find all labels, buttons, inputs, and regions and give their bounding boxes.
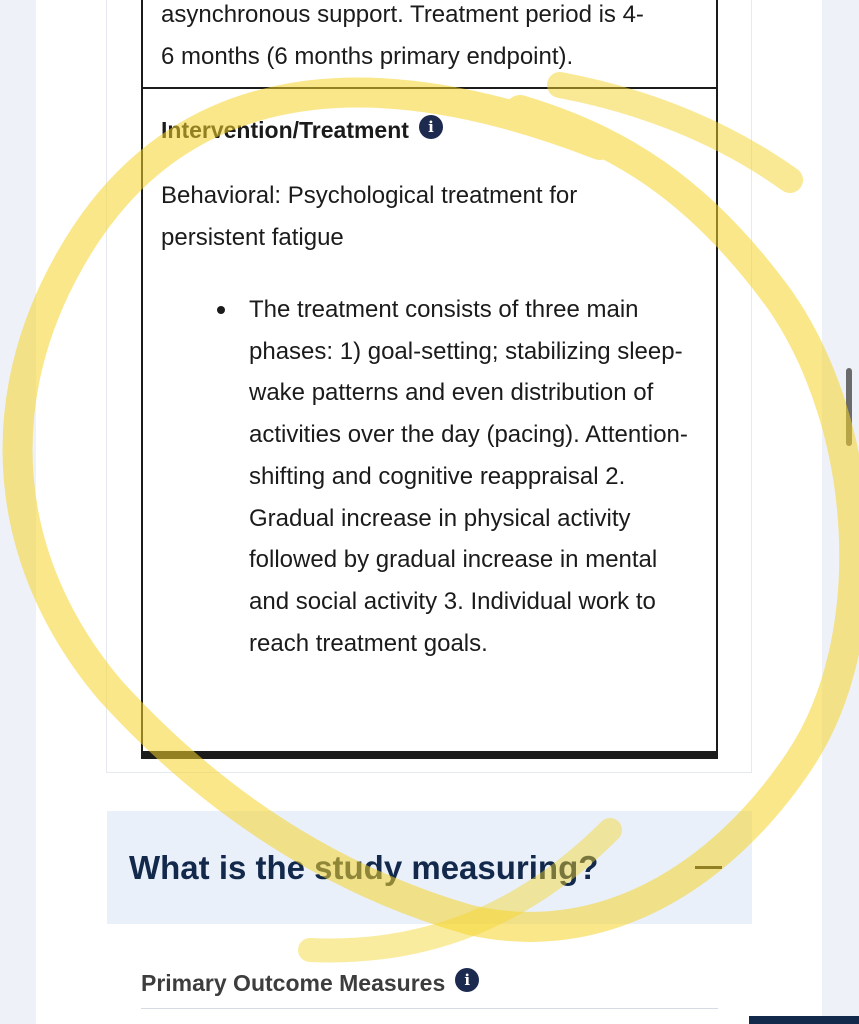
intervention-details-text: The treatment consists of three main phases: 1) goal-setting; stabilizing sleep-wake patterns and even distribution of activities over the day (pacing). Attention-shifting and cognitive reappraisal 2. Gradual increase in physical activity followed by gradual increase in mental and social activity 3. Individual work to reach treatment goals. — [249, 296, 688, 657]
primary-outcomes-row — [141, 958, 718, 1009]
intervention-details-list — [161, 289, 698, 664]
minus-icon[interactable] — [695, 866, 722, 869]
section-title: What is the study measuring? — [129, 848, 599, 886]
intervention-cell — [143, 89, 716, 759]
intervention-name-line-2: persistent fatigue — [161, 224, 344, 251]
arm-description-text — [161, 0, 698, 78]
intervention-heading — [161, 113, 698, 147]
arms-interventions-table — [141, 0, 718, 759]
primary-outcomes-label: Primary Outcome Measures — [141, 969, 446, 996]
bullet-icon — [217, 306, 225, 314]
scrollbar-thumb[interactable] — [846, 368, 852, 446]
study-measuring-section-header[interactable] — [107, 811, 752, 924]
intervention-name — [161, 175, 698, 259]
intervention-heading-label: Intervention/Treatment — [161, 116, 409, 143]
arm-description-line-2: 6 months (6 months primary endpoint). — [161, 43, 574, 70]
corner-bar — [749, 1016, 859, 1024]
intervention-name-line-1: Behavioral: Psychological treatment for — [161, 182, 578, 209]
info-icon[interactable]: i — [419, 115, 443, 139]
arm-description-line-1: asynchronous support. Treatment period is 4- — [161, 1, 644, 28]
info-icon[interactable]: i — [455, 968, 479, 992]
arm-description-cell — [143, 0, 716, 89]
list-item — [249, 289, 689, 664]
